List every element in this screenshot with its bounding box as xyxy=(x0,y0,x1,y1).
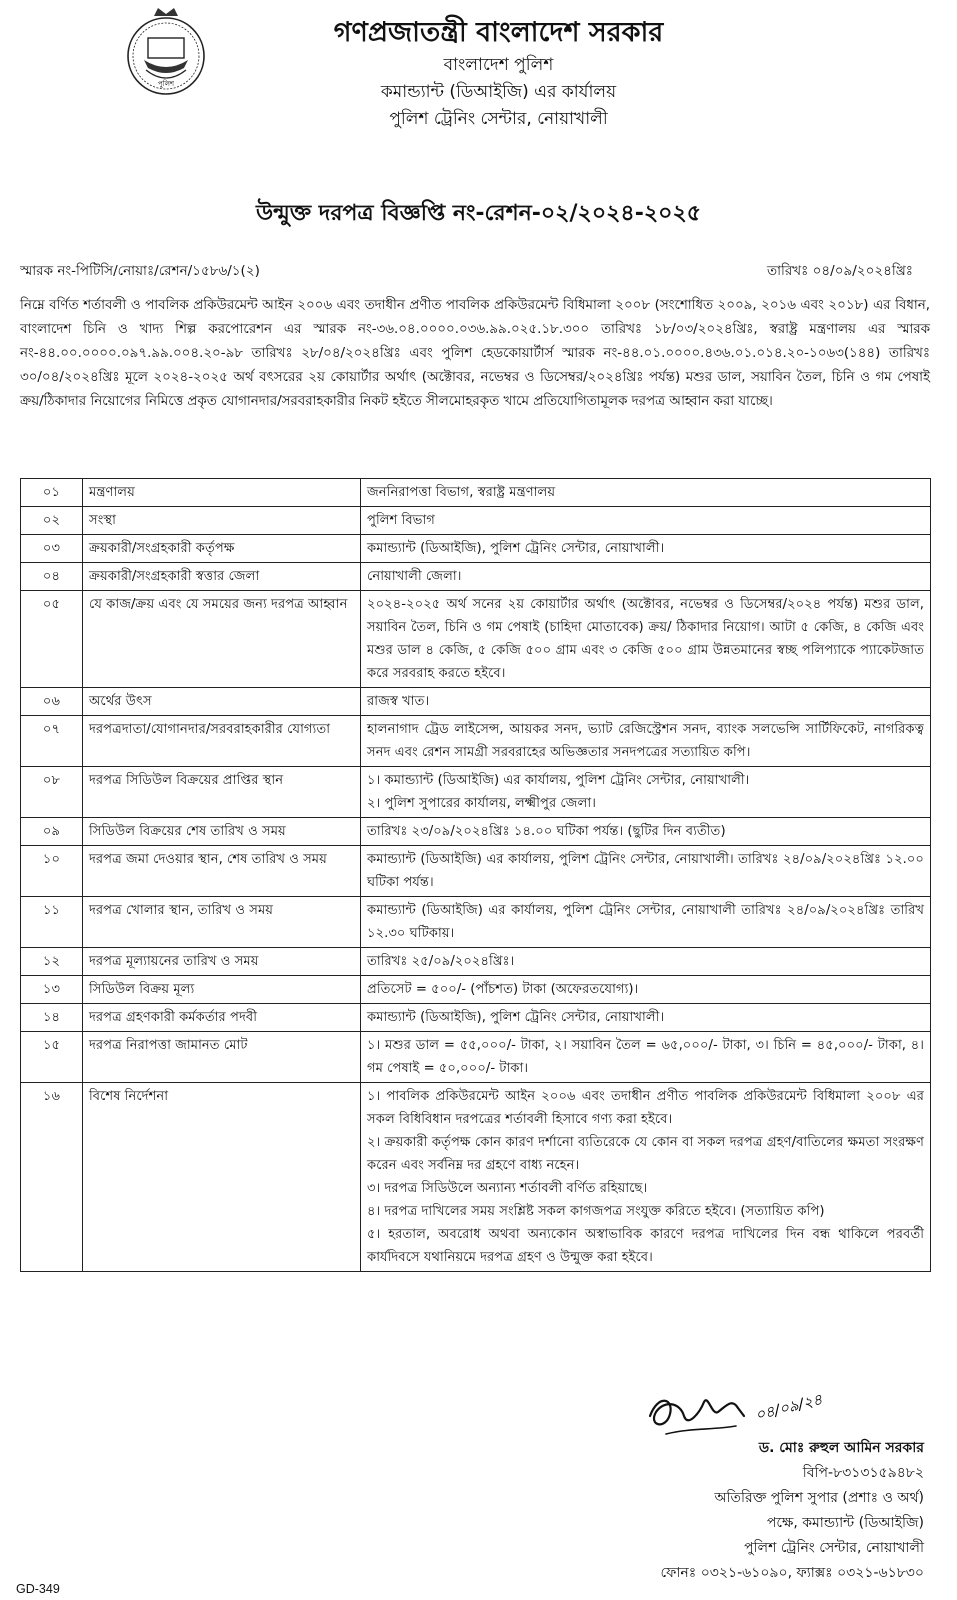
row-number: ০৯ xyxy=(21,818,83,846)
row-label: দরপত্র গ্রহণকারী কর্মকর্তার পদবী xyxy=(83,1004,361,1032)
row-number: ০৮ xyxy=(21,767,83,818)
signer-office: পুলিশ ট্রেনিং সেন্টার, নোয়াখালী xyxy=(744,1540,924,1556)
emblem-label: পুলিশ xyxy=(157,80,175,88)
signature-date: ০৪/০৯/২৪ xyxy=(753,1390,825,1425)
row-value xyxy=(361,846,931,897)
row-value-item: ১। মশুর ডাল = ৫৫,০০০/- টাকা, ২। সয়াবিন তৈল = ৬৫,০০০/- টাকা, ৩। চিনি = ৪৫,০০০/- টাকা, ৪। গম পেষাই = ৫০,০০০/- টাকা। xyxy=(367,1038,924,1076)
row-value-item: কমান্ড্যান্ট (ডিআইজি), পুলিশ ট্রেনিং সেন্টার, নোয়াখালী। xyxy=(367,1010,665,1025)
row-label: সিডিউল বিক্রয় মূল্য xyxy=(83,976,361,1004)
signer-bp: বিপি-৮৩১৩১৫৯৪৮২ xyxy=(802,1465,924,1481)
office-location: পুলিশ ট্রেনিং সেন্টার, নোয়াখালী xyxy=(389,109,608,129)
row-value-item: জননিরাপত্তা বিভাগ, স্বরাষ্ট্র মন্ত্রণালয় xyxy=(367,485,556,500)
notice-title: উন্মুক্ত দরপত্র বিজ্ঞপ্তি নং-রেশন-০২/২০২৪-২০২৫ xyxy=(255,201,702,226)
row-label: অর্থের উৎস xyxy=(83,688,361,716)
row-number: ১৫ xyxy=(21,1032,83,1083)
row-value xyxy=(361,716,931,767)
row-value xyxy=(361,897,931,948)
row-value xyxy=(361,767,931,818)
government-name: গণপ্রজাতন্ত্রী বাংলাদেশ সরকার xyxy=(333,17,664,48)
row-value xyxy=(361,1032,931,1083)
row-value-item: ৩। দরপত্র সিডিউলে অন্যান্য শর্তাবলী বর্ণিত রহিয়াছে। xyxy=(367,1181,648,1196)
row-label: দরপত্রদাতা/যোগানদার/সরবরাহকারীর যোগ্যতা xyxy=(83,716,361,767)
department-name: বাংলাদেশ পুলিশ xyxy=(443,55,554,75)
row-label: ক্রয়কারী/সংগ্রহকারী স্বত্তার জেলা xyxy=(83,563,361,591)
row-value xyxy=(361,479,931,507)
table-row xyxy=(21,1004,931,1032)
row-number: ১১ xyxy=(21,897,83,948)
row-value-item: তারিখঃ ২৩/০৯/২০২৪খ্রিঃ ১৪.০০ ঘটিকা পর্যন্ত। (ছুটির দিন ব্যতীত) xyxy=(367,824,726,839)
signer-on-behalf: পক্ষে, কমান্ড্যান্ট (ডিআইজি) xyxy=(766,1515,924,1531)
table-row xyxy=(21,846,931,897)
row-value-item: ১। কমান্ড্যান্ট (ডিআইজি) এর কার্যালয়, পুলিশ ট্রেনিং সেন্টার, নোয়াখালী। xyxy=(367,773,750,788)
row-number: ০২ xyxy=(21,507,83,535)
table-row xyxy=(21,507,931,535)
row-value xyxy=(361,976,931,1004)
intro-paragraph: নিম্নে বর্ণিত শর্তাবলী ও পাবলিক প্রকিউরমেন্ট আইন ২০০৬ এবং তদাধীন প্রণীত পাবলিক প্রকিউরমেন্ট বিধিমালা ২০০৮ (সংশোধিত ২০০৯, ২০১৬ এবং ২০১৮) এর বিধান, বাংলাদেশ চিনি ও খাদ্য শিল্প করপোরেশন এর স্মারক নং-৩৬.০৪.০০০০.০৩৬.৯৯.০২৫.১৮.৩০০ তারিখঃ ১৮/০৩/২০২৪খ্রিঃ, স্বরাষ্ট্র মন্ত্রণালয় এর স্মারক নং-৪৪.০০.০০০০.০৯৭.৯৯.০০৪.২০-৯৮ তারিখঃ ২৮/০৪/২০২৪খ্রিঃ এবং পুলিশ হেডকোয়ার্টার্স স্মারক নং-৪৪.০১.০০০০.৪৩৬.০১.০১৪.২০-১০৬৩(১৪৪) তারিখঃ ৩০/০৪/২০২৪খ্রিঃ মূলে ২০২৪-২০২৫ অর্থ বৎসরের ২য় কোয়ার্টার অর্থাৎ (অক্টোবর, নভেম্বর ও ডিসেম্বর/২০২৪খ্রিঃ পর্যন্ত) মশুর ডাল, সয়াবিন তৈল, চিনি ও গম পেষাই ক্রয়/ঠিকাদার নিয়োগের নিমিত্তে প্রকৃত যোগানদার/সরবরাহকারীর নিকট হইতে সীলমোহরকৃত খামে প্রতিযোগিতামূলক দরপত্র আহ্বান করা যাচ্ছে। xyxy=(20,298,930,409)
table-row xyxy=(21,535,931,563)
row-value-item: নোয়াখালী জেলা। xyxy=(367,569,462,584)
table-row xyxy=(21,948,931,976)
row-number: ০৭ xyxy=(21,716,83,767)
row-value xyxy=(361,948,931,976)
row-label: যে কাজ/ক্রয় এবং যে সময়ের জন্য দরপত্র আহ্বান xyxy=(83,591,361,688)
row-label: বিশেষ নির্দেশনা xyxy=(83,1083,361,1272)
row-value-item: তারিখঃ ২৫/০৯/২০২৪খ্রিঃ। xyxy=(367,954,515,969)
table-row xyxy=(21,1032,931,1083)
row-label: সংস্থা xyxy=(83,507,361,535)
signer-name: ড. মোঃ রুহুল আমিন সরকার xyxy=(758,1440,924,1456)
row-value-item: ২০২৪-২০২৫ অর্থ সনের ২য় কোয়ার্টার অর্থাৎ (অক্টোবর, নভেম্বর ও ডিসেম্বর/২০২৪ পর্যন্ত) মশুর ডাল, সয়াবিন তৈল, চিনি ও গম পেষাই (চাহিদা মোতাবেক) ক্রয়/ ঠিকাদার নিয়োগ। আটা ৫ কেজি, ৪ কেজি এবং মশুর ডাল ৪ কেজি, ৫ কেজি ৫০০ গ্রাম এবং ৩ কেজি ৫০০ গ্রাম উন্নতমানের স্বচ্ছ পলিপ্যাকে প্যাকেটজাত করে সরবরাহ করতে হইবে। xyxy=(367,597,924,681)
tender-details-table xyxy=(20,478,931,1272)
row-label: দরপত্র মূল্যায়নের তারিখ ও সময় xyxy=(83,948,361,976)
row-label: দরপত্র সিডিউল বিক্রয়ের প্রাপ্তির স্থান xyxy=(83,767,361,818)
row-label: সিডিউল বিক্রয়ের শেষ তারিখ ও সময় xyxy=(83,818,361,846)
row-value-item: কমান্ড্যান্ট (ডিআইজি), পুলিশ ট্রেনিং সেন্টার, নোয়াখালী। xyxy=(367,541,665,556)
row-value-item: কমান্ড্যান্ট (ডিআইজি) এর কার্যালয়, পুলিশ ট্রেনিং সেন্টার, নোয়াখালী তারিখঃ ২৪/০৯/২০২৪খ্রিঃ তারিখ ১২.৩০ ঘটিকায়। xyxy=(367,903,924,941)
row-value-item: ১। পাবলিক প্রকিউরমেন্ট আইন ২০০৬ এবং তদাধীন প্রণীত পাবলিক প্রকিউরমেন্ট বিধিমালা ২০০৮ এর সকল বিধিবিধান দরপত্রের শর্তাবলী হিসাবে গণ্য করা হইবে। xyxy=(367,1089,924,1127)
row-value xyxy=(361,591,931,688)
row-value-item: রাজস্ব খাত। xyxy=(367,694,430,709)
row-label: দরপত্র জমা দেওয়ার স্থান, শেষ তারিখ ও সময় xyxy=(83,846,361,897)
row-value xyxy=(361,1083,931,1272)
row-value-item: পুলিশ বিভাগ xyxy=(367,513,435,528)
row-label: দরপত্র নিরাপত্তা জামানত মোট xyxy=(83,1032,361,1083)
signer-block xyxy=(560,1436,924,1586)
row-value xyxy=(361,507,931,535)
table-row xyxy=(21,563,931,591)
table-row xyxy=(21,818,931,846)
memo-date: তারিখঃ ০৪/০৯/২০২৪খ্রিঃ xyxy=(766,263,913,279)
row-number: ১০ xyxy=(21,846,83,897)
row-number: ১৬ xyxy=(21,1083,83,1272)
table-row xyxy=(21,479,931,507)
letterhead xyxy=(0,14,957,133)
table-row xyxy=(21,767,931,818)
table-row xyxy=(21,688,931,716)
table-row xyxy=(21,716,931,767)
table-row xyxy=(21,976,931,1004)
signer-designation: অতিরিক্ত পুলিশ সুপার (প্রশাঃ ও অর্থ) xyxy=(714,1490,924,1506)
row-value-item: প্রতিসেট = ৫০০/- (পাঁচশত) টাকা (অফেরতযোগ্য)। xyxy=(367,982,639,997)
row-value xyxy=(361,1004,931,1032)
row-value xyxy=(361,535,931,563)
table-row xyxy=(21,1083,931,1272)
row-label: ক্রয়কারী/সংগ্রহকারী কর্তৃপক্ষ xyxy=(83,535,361,563)
document-code: GD-349 xyxy=(16,1582,60,1596)
row-number: ১২ xyxy=(21,948,83,976)
row-number: ১৪ xyxy=(21,1004,83,1032)
table-row xyxy=(21,897,931,948)
row-value-item: ২। ক্রয়কারী কর্তৃপক্ষ কোন কারণ দর্শানো ব্যতিরেকে যে কোন বা সকল দরপত্র গ্রহণ/বাতিলের ক্ষমতা সংরক্ষণ করেন এবং সর্বনিম্ন দর গ্রহণে বাধ্য নহেন। xyxy=(367,1135,924,1173)
row-value-item: ৫। হরতাল, অবরোধ অথবা অন্যকোন অস্বাভাবিক কারণে দরপত্র দাখিলের দিন বন্ধ থাকিলে পরবর্তী কার্যদিবসে যথানিয়মে দরপত্র গ্রহণ ও উন্মুক্ত করা হইবে। xyxy=(367,1227,924,1265)
row-number: ০৬ xyxy=(21,688,83,716)
row-value-item: কমান্ড্যান্ট (ডিআইজি) এর কার্যালয়, পুলিশ ট্রেনিং সেন্টার, নোয়াখালী। তারিখঃ ২৪/০৯/২০২৪খ্রিঃ ১২.০০ ঘটিকা পর্যন্ত। xyxy=(367,852,924,890)
row-value-item: হালনাগাদ ট্রেড লাইসেন্স, আয়কর সনদ, ভ্যাট রেজিস্ট্রেশন সনদ, ব্যাংক সলভেন্সি সার্টিফিকেট, নাগরিকত্ব সনদ এবং রেশন সামগ্রী সরবরাহের অভিজ্ঞতার সনদপত্রের সত্যায়িত কপি। xyxy=(367,722,924,760)
row-label: দরপত্র খোলার স্থান, তারিখ ও সময় xyxy=(83,897,361,948)
row-number: ১৩ xyxy=(21,976,83,1004)
memo-number: স্মারক নং-পিটিসি/নোয়াঃ/রেশন/১৫৮৬/১(২) xyxy=(20,263,260,279)
row-value xyxy=(361,818,931,846)
signer-contact: ফোনঃ ০৩২১-৬১০৯০, ফ্যাক্সঃ ০৩২১-৬১৮৩০ xyxy=(660,1565,924,1581)
row-label: মন্ত্রণালয় xyxy=(83,479,361,507)
row-value xyxy=(361,688,931,716)
row-value xyxy=(361,563,931,591)
row-value-item: ৪। দরপত্র দাখিলের সময় সংশ্লিষ্ট সকল কাগজপত্র সংযুক্ত করিতে হইবে। (সত্যায়িত কপি) xyxy=(367,1204,825,1219)
row-value-item: ২। পুলিশ সুপারের কার্যালয়, লক্ষ্মীপুর জেলা। xyxy=(367,796,596,811)
table-row xyxy=(21,591,931,688)
row-number: ০৩ xyxy=(21,535,83,563)
office-name: কমান্ড্যান্ট (ডিআইজি) এর কার্যালয় xyxy=(380,82,617,102)
row-number: ০৫ xyxy=(21,591,83,688)
row-number: ০১ xyxy=(21,479,83,507)
row-number: ০৪ xyxy=(21,563,83,591)
